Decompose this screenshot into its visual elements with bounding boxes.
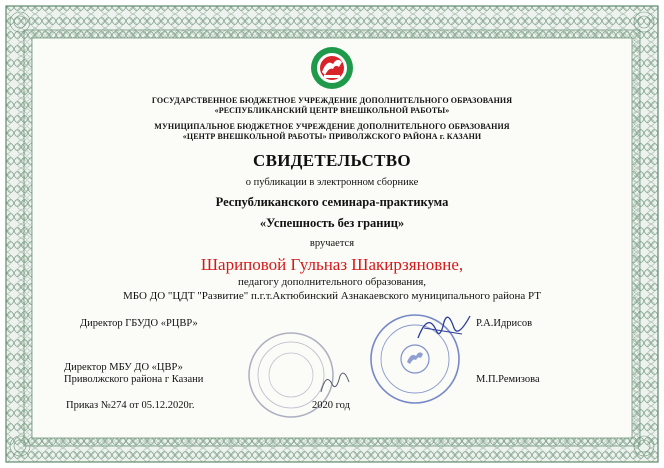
org-line-4: «ЦЕНТР ВНЕШКОЛЬНОЙ РАБОТЫ» ПРИВОЛЖСКОГО РАЙОНА г. КАЗАНИ bbox=[182, 132, 482, 141]
year-label: 2020 год bbox=[312, 400, 350, 411]
recipient-institution: МБО ДО "ЦДТ "Развитие" п.г.т.Актюбинский Азнакаевского муниципального района РТ bbox=[122, 290, 542, 302]
director2-name: М.П.Ремизова bbox=[476, 374, 540, 385]
recipient-position: педагогу дополнительного образования, bbox=[237, 276, 427, 288]
org-line-2: «РЕСПУБЛИКАНСКИЙ ЦЕНТР ВНЕШКОЛЬНОЙ РАБОТЫ» bbox=[214, 106, 450, 115]
recipient-name: Шариповой Гульназ Шакирзяновне, bbox=[200, 255, 464, 274]
order-number: Приказ №274 от 05.12.2020г. bbox=[66, 400, 195, 411]
director2-title-line1: Директор МБУ ДО «ЦВР» bbox=[64, 362, 183, 373]
director1-title: Директор ГБУДО «РЦВР» bbox=[80, 318, 198, 329]
org-line-3: МУНИЦИПАЛЬНОЕ БЮДЖЕТНОЕ УЧРЕЖДЕНИЕ ДОПОЛНИТЕЛЬНОГО ОБРАЗОВАНИЯ bbox=[154, 122, 510, 131]
org-line-1: ГОСУДАРСТВЕННОЕ БЮДЖЕТНОЕ УЧРЕЖДЕНИЕ ДОПОЛНИТЕЛЬНОГО ОБРАЗОВАНИЯ bbox=[151, 96, 513, 105]
seminar-label: Республиканского семинара-практикума bbox=[215, 195, 449, 209]
certificate-title: СВИДЕТЕЛЬСТВО bbox=[253, 151, 411, 170]
signature-remizova-icon bbox=[318, 366, 352, 396]
awarded-label: вручается bbox=[309, 238, 355, 249]
signature-idrisov-icon bbox=[414, 308, 474, 346]
tatarstan-emblem-icon bbox=[307, 45, 357, 91]
director2-title-line2: Приволжского района г Казани bbox=[64, 374, 204, 385]
certificate-subtitle: о публикации в электронном сборнике bbox=[245, 177, 419, 188]
director1-name: Р.А.Идрисов bbox=[476, 318, 533, 329]
seminar-name: «Успешность без границ» bbox=[259, 216, 405, 230]
